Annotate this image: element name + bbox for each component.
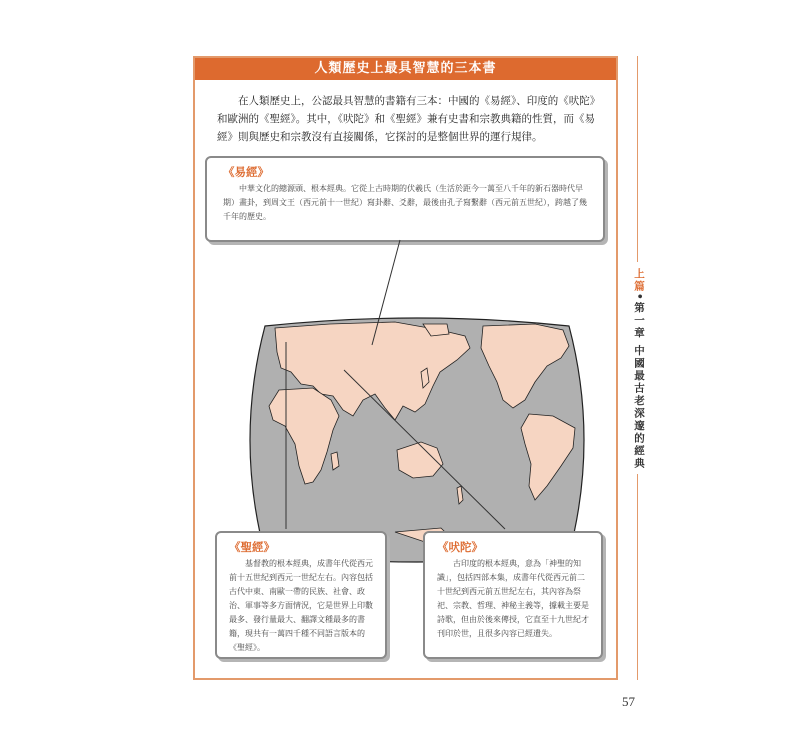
callout-feituo — [423, 531, 603, 659]
callout-feituo-body: 古印度的根本經典，意為「神聖的知識」，包括四部本集，成書年代從西元前二十世紀到西元前五世紀左右，其內容為祭祀、宗教、哲理、神秘主義等，據載主要是詩歌，但由於後來傳授，它直至十九世紀才刊印於世，且很多內容已經遺失。 — [437, 559, 589, 638]
content-frame — [193, 56, 618, 680]
section-title: 人類歷史上最具智慧的三本書 — [195, 58, 616, 80]
callout-feituo-title: 《吠陀》 — [437, 540, 483, 554]
sidebar-rule-bottom — [637, 474, 638, 680]
world-map — [235, 316, 599, 564]
callout-yijing-body: 中華文化的總源頭、根本經典。它從上古時期的伏羲氏（生活於距今一萬至八千年的新石器時代早期）畫卦，到周文王（西元前十一世紀）寫卦辭、爻辭，最後由孔子寫繫辭（西元前五世紀），跨越了幾千年的歷史。 — [223, 184, 587, 221]
sidebar-title: 中國最古老深邃的經典 — [633, 344, 645, 470]
callout-shengjing-body: 基督教的根本經典，成書年代從西元前十五世紀到西元一世紀左右。內容包括古代中東、南歐一帶的民族、社會、政治、軍事等多方面情況，它是世界上印數最多、發行量最大、翻譯文種最多的書籍，現共有一萬四千種不同語言版本的《聖經》。 — [229, 559, 373, 652]
landmass-australia — [397, 442, 443, 478]
intro-paragraph: 在人類歷史上，公認最具智慧的書籍有三本：中國的《易經》、印度的《吠陀》和歐洲的《聖經》。其中，《吠陀》和《聖經》兼有史書和宗教典籍的性質，而《易經》則與歷史和宗教沒有直接關係，它探討的是整個世界的運行規律。 — [217, 95, 601, 143]
chapter-sidebar — [629, 268, 647, 470]
callout-yijing-title: 《易經》 — [223, 165, 269, 179]
sidebar-rule-top — [637, 56, 638, 262]
callout-shengjing — [215, 531, 387, 659]
callout-shengjing-title: 《聖經》 — [229, 540, 275, 554]
sidebar-dot: • — [633, 293, 645, 302]
sidebar-chapter: 第一章 — [633, 301, 645, 340]
page-number: 57 — [622, 694, 635, 709]
sidebar-part: 上篇 — [633, 268, 645, 293]
callout-yijing — [205, 156, 605, 242]
